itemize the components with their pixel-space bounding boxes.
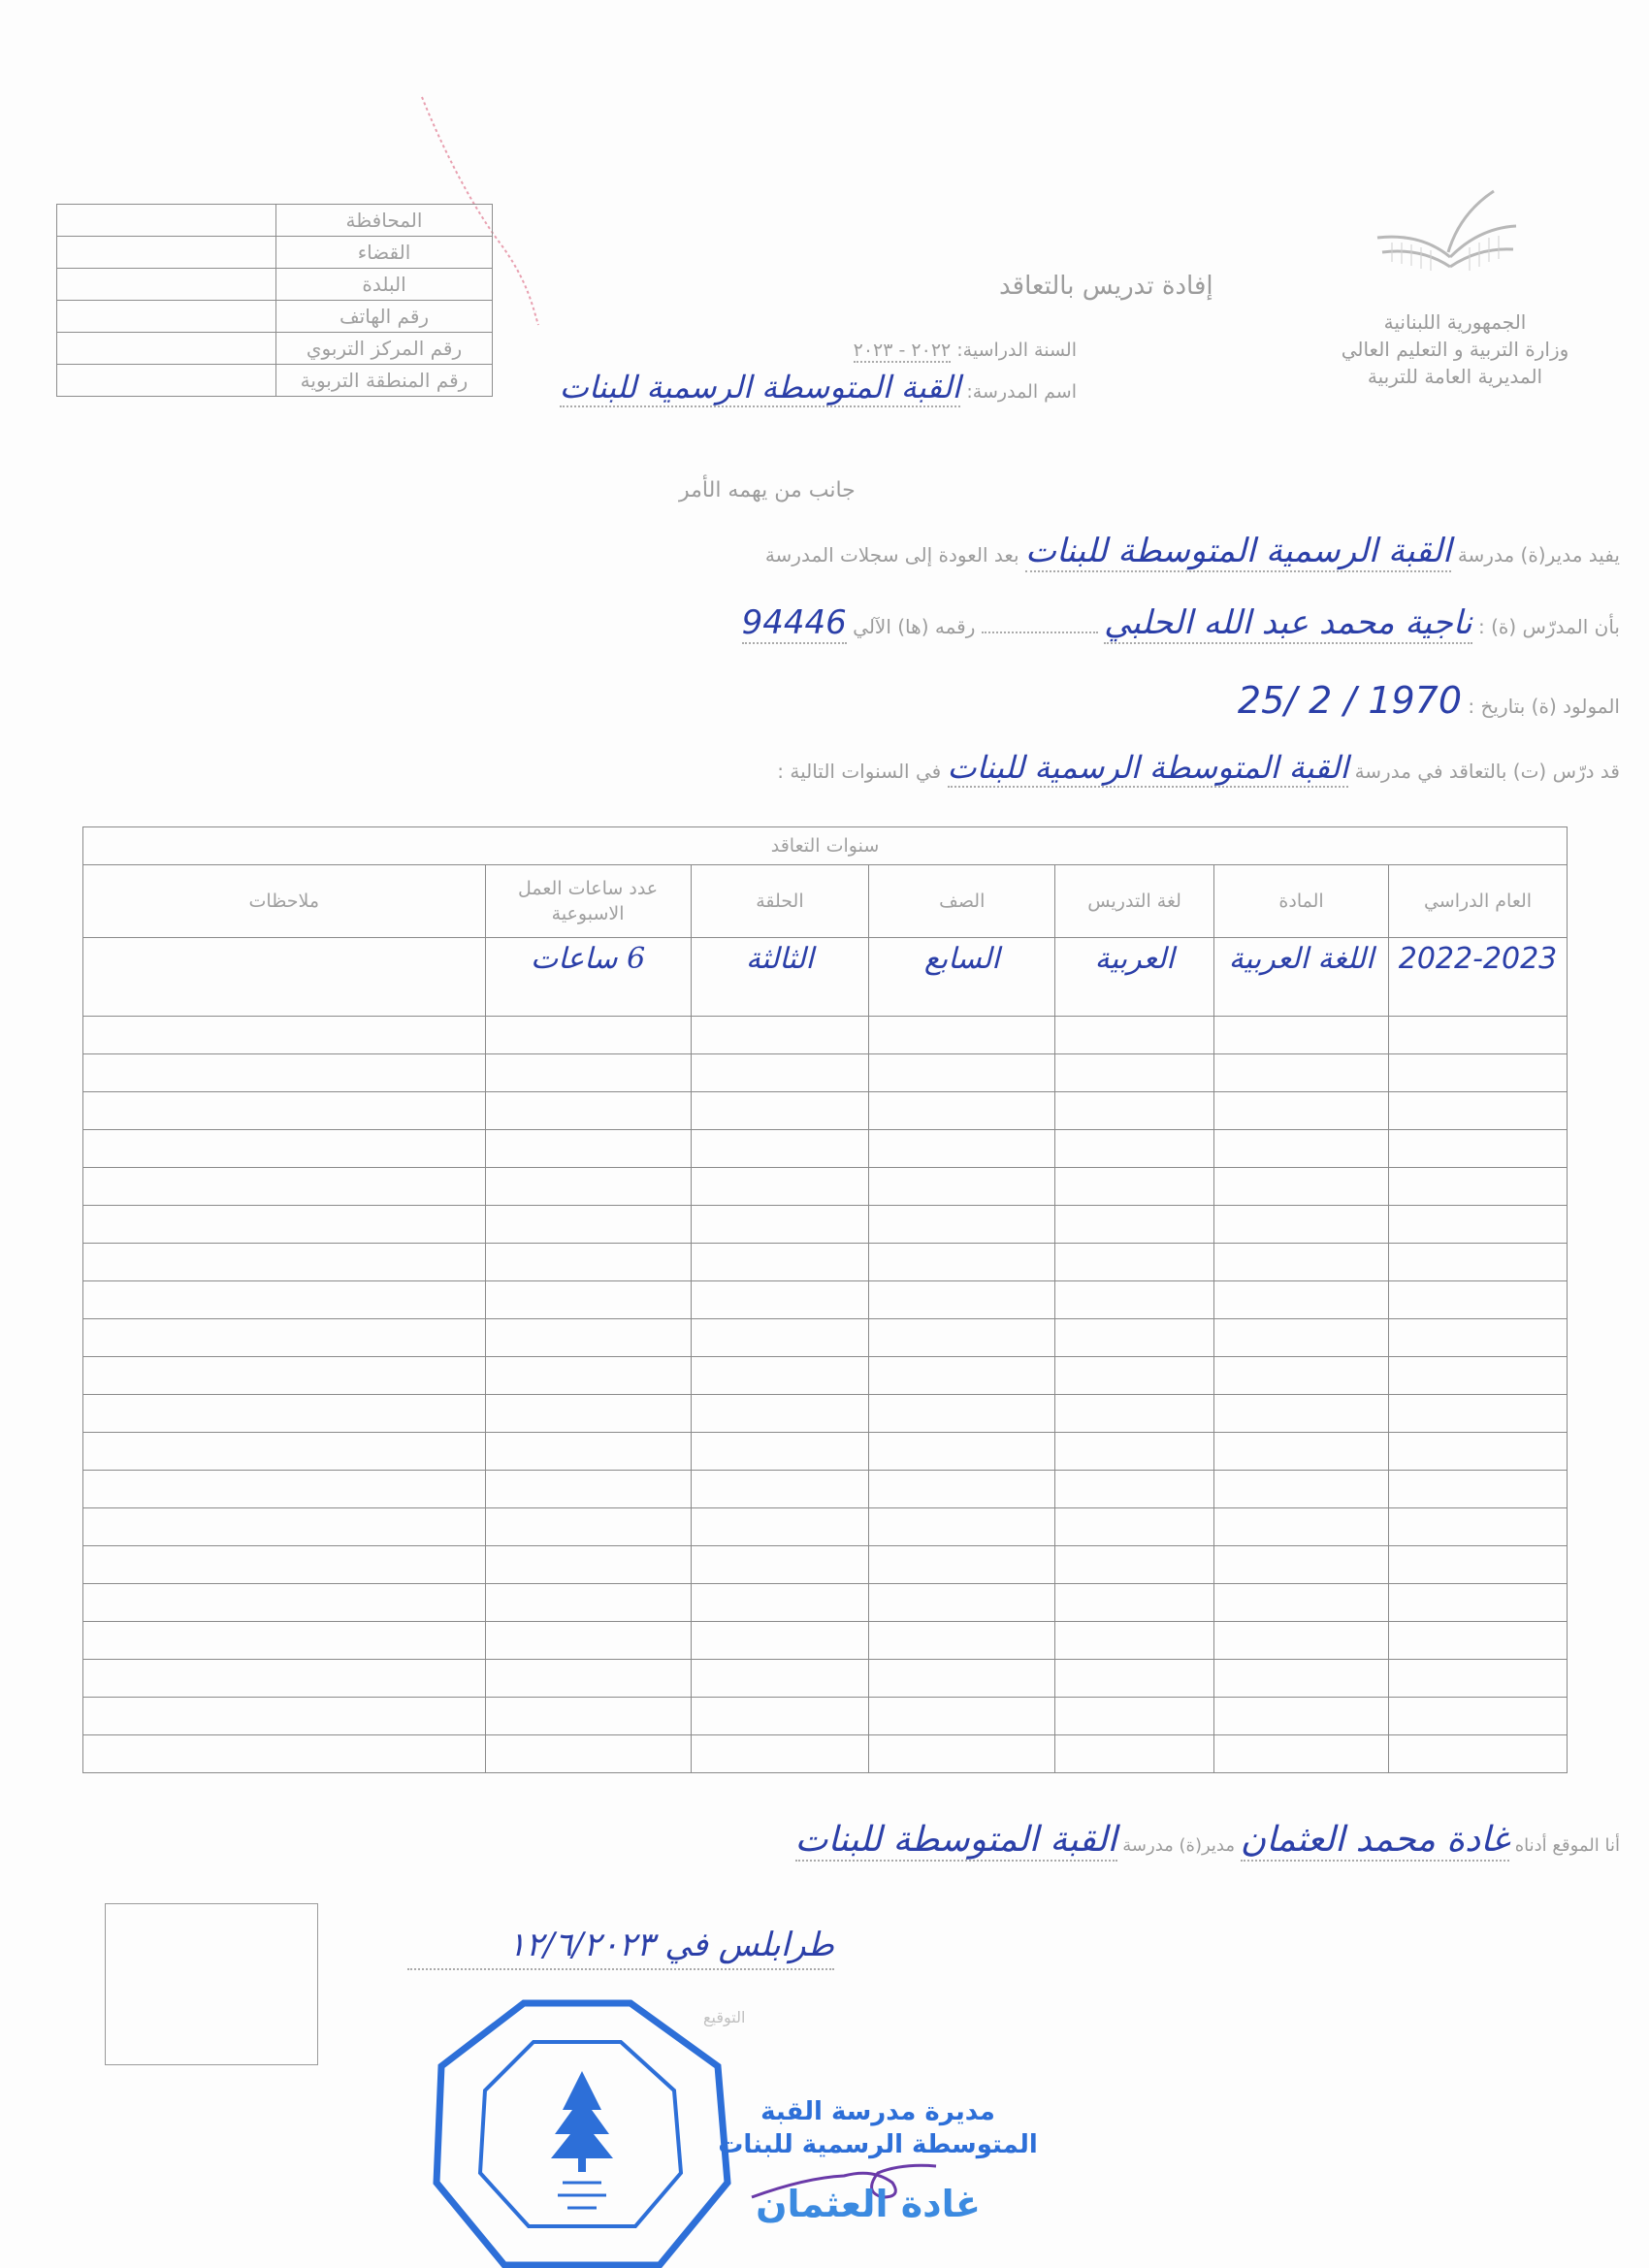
table-cell[interactable] [83,1244,486,1281]
republic-name: الجمهورية اللبنانية [1383,310,1527,334]
table-cell[interactable]: اللغة العربية [1214,938,1389,1017]
table-cell[interactable] [1055,1433,1214,1471]
table-cell[interactable] [691,1206,869,1244]
table-cell[interactable] [691,1471,869,1508]
table-cell[interactable] [869,1206,1055,1244]
table-cell[interactable] [1389,1735,1568,1773]
table-cell[interactable] [869,1433,1055,1471]
table-cell[interactable] [83,1698,486,1735]
table-row-empty [83,1168,1568,1206]
table-cell[interactable] [1389,1168,1568,1206]
school-name-value[interactable]: القبة المتوسطة الرسمية للبنات [559,369,961,405]
school-name-line [559,369,1077,405]
table-cell[interactable] [1389,1508,1568,1546]
info-value[interactable] [57,237,276,269]
table-cell[interactable] [485,1054,691,1092]
table-cell[interactable] [1214,1433,1389,1471]
table-cell[interactable] [83,938,486,1017]
table-cell[interactable] [83,1168,486,1206]
table-cell[interactable] [485,1319,691,1357]
table-cell[interactable] [1055,1357,1214,1395]
table-row-empty [83,1698,1568,1735]
table-cell[interactable] [691,1622,869,1660]
photo-box [105,1903,318,2065]
table-cell[interactable] [1214,1622,1389,1660]
table-cell[interactable] [1055,1508,1214,1546]
table-cell[interactable] [485,1281,691,1319]
table-row-empty [83,1357,1568,1395]
table-cell[interactable] [1389,1395,1568,1433]
table-cell[interactable] [83,1433,486,1471]
table-cell[interactable] [1055,1622,1214,1660]
table-cell[interactable] [1055,1281,1214,1319]
open-book-wheat-icon [1373,189,1518,281]
table-cell[interactable] [1389,1130,1568,1168]
table-row-empty [83,1319,1568,1357]
table-cell[interactable] [1389,1584,1568,1622]
table-row-empty [83,1206,1568,1244]
table-cell[interactable] [83,1357,486,1395]
table-cell[interactable] [691,1660,869,1698]
school-info-box [56,204,493,397]
table-cell[interactable] [1055,1584,1214,1622]
column-header: العام الدراسي [1389,865,1568,938]
line4-suffix: في السنوات التالية : [777,760,942,783]
line1-suffix: بعد العودة إلى سجلات المدرسة [764,543,1019,567]
school-year-label: السنة الدراسية: [956,340,1077,361]
table-cell[interactable] [869,1546,1055,1584]
table-cell[interactable] [869,1698,1055,1735]
table-cell[interactable] [1389,1281,1568,1319]
table-cell[interactable] [83,1546,486,1584]
table-cell[interactable] [691,1130,869,1168]
table-cell[interactable] [1214,1319,1389,1357]
table-cell[interactable] [1055,1168,1214,1206]
table-cell[interactable] [869,1054,1055,1092]
table-cell[interactable] [83,1660,486,1698]
table-cell[interactable] [1055,1319,1214,1357]
table-cell[interactable] [83,1508,486,1546]
birth-date[interactable]: 1970 / 2 /25 [1237,679,1463,722]
info-value[interactable] [57,333,276,365]
table-cell[interactable]: 2022-2023 [1389,938,1568,1017]
place-date[interactable]: طرابلس في ١٢/٦/٢٠٢٣ [407,1926,834,1970]
info-value[interactable] [57,365,276,397]
table-cell[interactable] [485,1471,691,1508]
table-cell[interactable] [83,1735,486,1773]
table-cell[interactable] [691,1546,869,1584]
table-cell[interactable] [1214,1130,1389,1168]
info-row [57,205,493,237]
certificate-line-3 [970,679,1620,722]
table-row [83,938,1568,1017]
table-title: سنوات التعاقد [83,827,1568,865]
column-header: المادة [1214,865,1389,938]
table-cell[interactable] [691,1698,869,1735]
table-cell[interactable] [691,1433,869,1471]
table-cell[interactable] [691,1168,869,1206]
table-cell[interactable] [485,1092,691,1130]
table-cell[interactable] [1214,1735,1389,1773]
table-cell[interactable] [83,1395,486,1433]
document-title: إفادة تدريس بالتعاقد [999,272,1213,301]
table-cell[interactable] [691,1735,869,1773]
table-cell[interactable] [485,1168,691,1206]
table-cell[interactable] [485,1395,691,1433]
table-cell[interactable] [485,1735,691,1773]
teacher-number-label: رقمه (ها) الآلي [853,615,976,638]
table-row-empty [83,1471,1568,1508]
ministry-header [1300,308,1610,390]
signatory-line [359,1820,1620,1860]
line4-prefix: قد درّس (ت) بالتعاقد في مدرسة [1354,760,1620,783]
certificate-line-2 [466,603,1620,642]
school-year-value: ٢٠٢٢ - ٢٠٢٣ [853,340,952,361]
table-cell[interactable] [485,1698,691,1735]
table-cell[interactable] [83,1130,486,1168]
table-cell[interactable] [1389,1054,1568,1092]
table-cell[interactable] [485,1130,691,1168]
table-cell[interactable] [1389,1244,1568,1281]
table-cell[interactable] [83,1584,486,1622]
line1-school[interactable]: القبة الرسمية المتوسطة للبنات [1024,532,1452,570]
table-cell[interactable] [869,1092,1055,1130]
table-cell[interactable] [83,1017,486,1054]
table-cell[interactable] [869,1130,1055,1168]
table-cell[interactable] [1214,1017,1389,1054]
table-cell[interactable] [869,1395,1055,1433]
table-cell[interactable] [485,1433,691,1471]
table-cell[interactable] [485,1357,691,1395]
table-cell[interactable] [1055,1395,1214,1433]
table-row-empty [83,1092,1568,1130]
table-cell[interactable] [83,1281,486,1319]
table-cell[interactable] [869,1244,1055,1281]
table-cell[interactable]: العربية [1055,938,1214,1017]
certificate-line-1 [543,532,1620,570]
table-row-empty [83,1281,1568,1319]
info-value[interactable] [57,269,276,301]
table-cell[interactable] [485,1622,691,1660]
table-row-empty [83,1584,1568,1622]
table-cell[interactable] [1055,1130,1214,1168]
info-value[interactable] [57,301,276,333]
table-row-empty [83,1508,1568,1546]
table-cell[interactable] [1389,1206,1568,1244]
table-cell[interactable] [83,1471,486,1508]
table-cell[interactable] [1055,1546,1214,1584]
table-row-empty [83,1433,1568,1471]
table-cell[interactable]: الثالثة [691,938,869,1017]
info-row [57,237,493,269]
table-cell[interactable] [1214,1546,1389,1584]
official-seal-icon [427,1998,737,2268]
table-cell[interactable] [691,1244,869,1281]
stamp-name: غادة العثمان [756,2183,981,2225]
table-row-empty [83,1017,1568,1054]
line4-school[interactable]: القبة المتوسطة الرسمية للبنات [947,749,1349,786]
table-cell[interactable] [1389,1698,1568,1735]
certificate-line-4 [582,749,1620,786]
table-cell[interactable] [869,1584,1055,1622]
table-cell[interactable] [485,1508,691,1546]
table-cell[interactable] [691,1054,869,1092]
sig-middle: مدير(ة) مدرسة [1122,1835,1236,1856]
table-cell[interactable] [869,1735,1055,1773]
table-cell[interactable] [1214,1206,1389,1244]
table-cell[interactable] [1055,1698,1214,1735]
table-cell[interactable] [83,1319,486,1357]
table-cell[interactable] [485,1546,691,1584]
table-cell[interactable] [1055,1054,1214,1092]
table-cell[interactable] [1214,1508,1389,1546]
stamp-title: مديرة مدرسة القبة المتوسطة الرسمية للبنات [718,2097,1038,2159]
table-cell[interactable] [1055,1206,1214,1244]
info-row [57,365,493,397]
table-cell[interactable] [1389,1357,1568,1395]
column-header: عدد ساعات العمل الاسبوعية [485,865,691,938]
table-cell[interactable] [485,1206,691,1244]
school-name-label: اسم المدرسة: [966,381,1077,403]
table-cell[interactable] [485,1660,691,1698]
table-cell[interactable] [691,1395,869,1433]
table-cell[interactable] [691,1092,869,1130]
line1-prefix: يفيد مدير(ة) مدرسة [1457,543,1620,567]
info-row [57,269,493,301]
table-cell[interactable]: 6 ساعات [485,938,691,1017]
table-row-empty [83,1622,1568,1660]
table-cell[interactable] [1214,1395,1389,1433]
table-cell[interactable] [1055,1660,1214,1698]
table-cell[interactable] [1214,1092,1389,1130]
table-cell[interactable] [869,1319,1055,1357]
table-cell[interactable] [1214,1660,1389,1698]
table-cell[interactable] [1214,1281,1389,1319]
column-header: ملاحظات [83,865,486,938]
signature-label: التوقيع [703,2008,746,2026]
signer-school[interactable]: القبة المتوسطة للبنات [794,1820,1117,1860]
table-cell[interactable] [1389,1622,1568,1660]
directorate-name: المديرية العامة للتربية [1367,365,1543,388]
column-header: الصف [869,865,1055,938]
table-cell[interactable] [869,1281,1055,1319]
contract-years-table [82,826,1568,1773]
table-cell[interactable] [691,1319,869,1357]
table-cell[interactable] [83,1206,486,1244]
table-cell[interactable] [1389,1092,1568,1130]
table-cell[interactable] [691,1584,869,1622]
table-cell[interactable] [691,1357,869,1395]
table-cell[interactable] [691,1281,869,1319]
table-cell[interactable] [1214,1244,1389,1281]
table-cell[interactable] [1214,1584,1389,1622]
info-label: رقم الهاتف [276,301,493,333]
table-cell[interactable] [869,1660,1055,1698]
table-cell[interactable] [1389,1660,1568,1698]
teacher-name[interactable]: ناجية محمد عبد الله الحلبي [1104,603,1472,642]
table-cell[interactable] [83,1092,486,1130]
table-cell[interactable] [1214,1698,1389,1735]
info-label: القضاء [276,237,493,269]
table-cell[interactable] [1214,1168,1389,1206]
table-cell[interactable] [83,1054,486,1092]
table-cell[interactable] [1389,1017,1568,1054]
table-cell[interactable] [1055,1735,1214,1773]
table-row-empty [83,1395,1568,1433]
info-row [57,333,493,365]
table-cell[interactable] [691,1017,869,1054]
table-row-empty [83,1054,1568,1092]
table-cell[interactable] [1389,1471,1568,1508]
table-cell[interactable] [1389,1546,1568,1584]
table-cell[interactable] [83,1622,486,1660]
table-cell[interactable] [1055,1017,1214,1054]
table-row-empty [83,1546,1568,1584]
info-label: المحافظة [276,205,493,237]
table-cell[interactable] [691,1508,869,1546]
table-cell[interactable] [1055,1471,1214,1508]
table-cell[interactable] [869,1508,1055,1546]
table-row-empty [83,1735,1568,1773]
column-header: الحلقة [691,865,869,938]
info-label: البلدة [276,269,493,301]
table-cell[interactable] [869,1471,1055,1508]
table-row-empty [83,1244,1568,1281]
table-cell[interactable] [869,1622,1055,1660]
line2-prefix: بأن المدرّس (ة) : [1477,615,1620,638]
table-cell[interactable] [869,1357,1055,1395]
table-cell[interactable] [1389,1433,1568,1471]
birth-date-label: المولود (ة) بتاريخ : [1468,695,1620,718]
ministry-name: وزارة التربية و التعليم العالي [1341,338,1569,361]
column-header: لغة التدريس [1055,865,1214,938]
table-cell[interactable] [869,1168,1055,1206]
table-cell[interactable] [1214,1054,1389,1092]
info-label: رقم المنطقة التربوية [276,365,493,397]
table-cell[interactable] [1214,1357,1389,1395]
info-row [57,301,493,333]
to-whom-heading: جانب من يهمه الأمر [679,478,856,502]
sig-prefix: أنا الموقع أدناه [1514,1835,1620,1856]
table-cell[interactable] [1214,1471,1389,1508]
table-cell[interactable] [1055,1244,1214,1281]
info-value[interactable] [57,205,276,237]
school-year-line [708,340,1077,361]
table-cell[interactable] [485,1017,691,1054]
table-cell[interactable] [485,1584,691,1622]
table-row-empty [83,1130,1568,1168]
info-label: رقم المركز التربوي [276,333,493,365]
teacher-number[interactable]: 94446 [741,603,847,642]
signer-name[interactable]: غادة محمد العثمان [1240,1820,1509,1860]
table-cell[interactable] [485,1244,691,1281]
table-cell[interactable] [1389,1319,1568,1357]
table-cell[interactable]: السابع [869,938,1055,1017]
table-cell[interactable] [869,1017,1055,1054]
table-row-empty [83,1660,1568,1698]
table-cell[interactable] [1055,1092,1214,1130]
